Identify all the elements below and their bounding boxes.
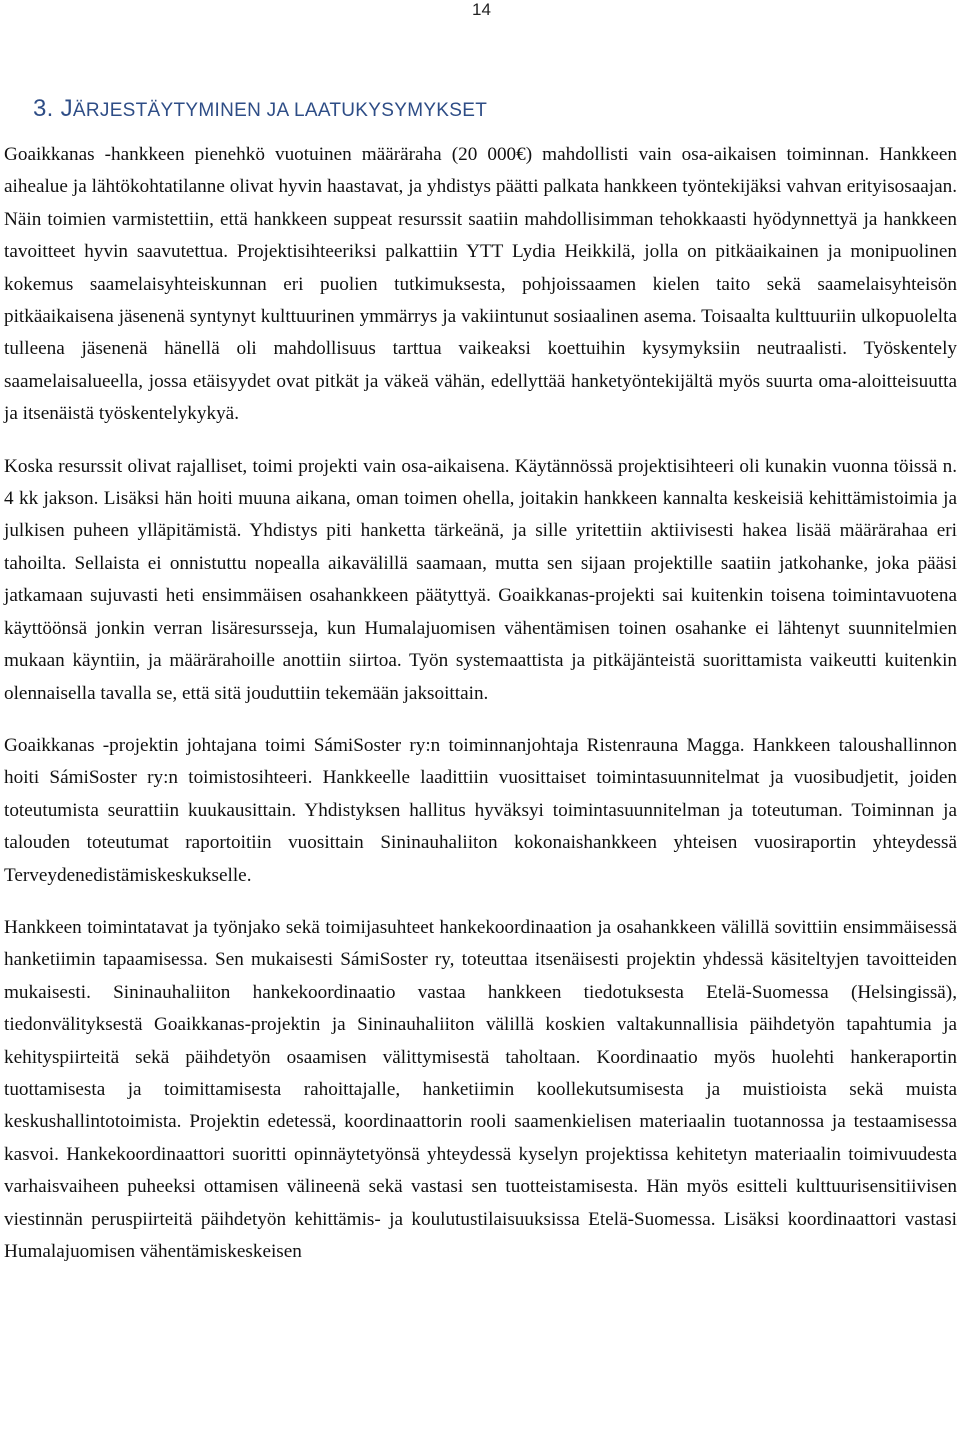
paragraph-management: Goaikkanas -projektin johtajana toimi SámiSoster ry:n toiminnanjohtaja Ristenrauna Magga. Hankkeen taloushallinnon hoiti SámiSoster ry:n toimistosihteeri. Hankkeelle laadittiin vuosittaiset toimintasuunnitelmat ja vuosibudjetit, joiden toteutumista seurattiin kuukausittain. Yhdistyksen hallitus hyväksyi toimintasuunnitelman ja toteutuman. Toiminnan ja talouden toteutumat raportoitiin vuosittain Sininauhaliiton kokonaishankkeen yhteisen vuosiraportin yhteydessä Terveydenedistämiskeskukselle. [4, 734, 957, 886]
section-heading [33, 94, 487, 126]
paragraph-staffing: Goaikkanas -hankkeen pienehkö vuotuinen määräraha (20 000€) mahdollisti vain osa-aikaisen toiminnan. Hankkeen aihealue ja lähtökohtatilanne olivat hyvin haastavat, ja yhdistys päätti palkata hankkeen työntekijäksi vahvan erityisosaajan. Näin toimien varmistettiin, että hankkeen suppeat resurssit saatiin mahdollisimman tehokkaasti hyödynnettyä ja hankkeen tavoitteet hyvin saavutettua. Projektisihteeriksi palkattiin YTT Lydia Heikkilä, jolla on pitkäaikainen ja monipuolinen kokemus saamelaisyhteiskunnan eri puolien tutkimuksesta, pohjoissaamen kielen taito sekä saamelaisyhteisön pitkäaikaisena jäsenenä syntynyt kulttuurinen ymmärrys ja vakiintunut sosiaalinen asema. Toisaalta kulttuuriin ulkopuolelta tulleena jäsenenä hänellä oli mahdollisuus tarttua vaikeaksi koettuihin kysymyksiin neutraalisti. Työskentely saamelaisalueella, jossa etäisyydet ovat pitkät ja väkeä vähän, edellyttää hanketyöntekijältä myös suurta oma-aloitteisuutta ja itsenäistä työskentelykykyä. [4, 144, 957, 425]
section-number: 3. [33, 95, 54, 122]
section-title-initial: J [60, 95, 73, 122]
paragraph-resources: Koska resurssit olivat rajalliset, toimi projekti vain osa-aikaisena. Käytännössä projektisihteeri oli kunakin vuonna töissä n. 4 kk jakson. Lisäksi hän hoiti muuna aikana, oman toimen ohella, joitakin hankkeen kannalta keskeisiä kehittämistoimia ja julkisen puheen ylläpitämistä. Yhdistys piti hanketta tärkeänä, ja sille yritettiin aktiivisesti hakea lisää määrärahaa eri tahoilta. Sellaista ei onnistuttu nopealla aikavälillä saamaan, mutta sen sijaan projektille saatiin jatkohanke, joka pääsi jatkamaan sujuvasti heti ensimmäisen osahankkeen päätyttyä. Goaikkanas-projekti sai kuitenkin toisena toimintavuotena käyttöönsä jonkin verran lisäresursseja, kun Humalajuomisen vähentämisen toinen osahanke ei lähtenyt suunnitelmien mukaan käyntiin, ja määrärahoille anottiin siirtoa. Työn systemaattista ja pitkäjänteistä suorittamista vaikeutti kuitenkin olennaisella tavalla se, että sitä jouduttiin tekemään jaksoittain. [4, 455, 957, 704]
section-title-rest: ÄRJESTÄYTYMINEN JA LAATUKYSYMYKSET [72, 100, 488, 121]
body-text [4, 139, 957, 1288]
page-number: 14 [472, 0, 491, 19]
paragraph-coordination: Hankkeen toimintatavat ja työnjako sekä toimijasuhteet hankekoordinaation ja osahankkeen välillä sovittiin ensimmäisessä hanketiimin tapaamisessa. Sen mukaisesti SámiSoster ry, toteuttaa itsenäisesti projektin yhdessä käsiteltyjen tavoitteiden mukaisesti. Sininauhaliiton hankekoordinaatio vastaa hankkeen tiedotuksesta Etelä-Suomessa (Helsingissä), tiedonvälityksestä Goaikkanas-projektin ja Sininauhaliiton välillä koskien valtakunnallisia päihdetyön tapahtumia ja kehityspiirteitä sekä päihdetyön osaamisen välittymisestä taholtaan. Koordinaatio myös huolehti hankeraportin tuottamisesta ja toimittamisesta rahoittajalle, hanketiimin koollekutsumisesta ja muistioista sekä muista keskushallintotoimista. Projektin edetessä, koordinaattorin rooli saamenkielisen materiaalin tuotannossa ja testaamisessa kasvoi. Hankekoordinaattori suoritti opinnäytetyönsä yhteydessä kyselyn projektissa kehitetyn materiaalin toimivuudesta varhaisvaiheen puheeksi ottamisen välineenä sekä vastasi sen tuotteistamisesta. Hän myös esitteli kulttuurisensitiivisen viestinnän peruspiirteitä päihdetyön kehittämis- ja koulutustilaisuuksissa Etelä-Suomessa. Lisäksi koordinaattori vastasi Humalajuomisen vähentämiskeskeisen [4, 916, 957, 1262]
